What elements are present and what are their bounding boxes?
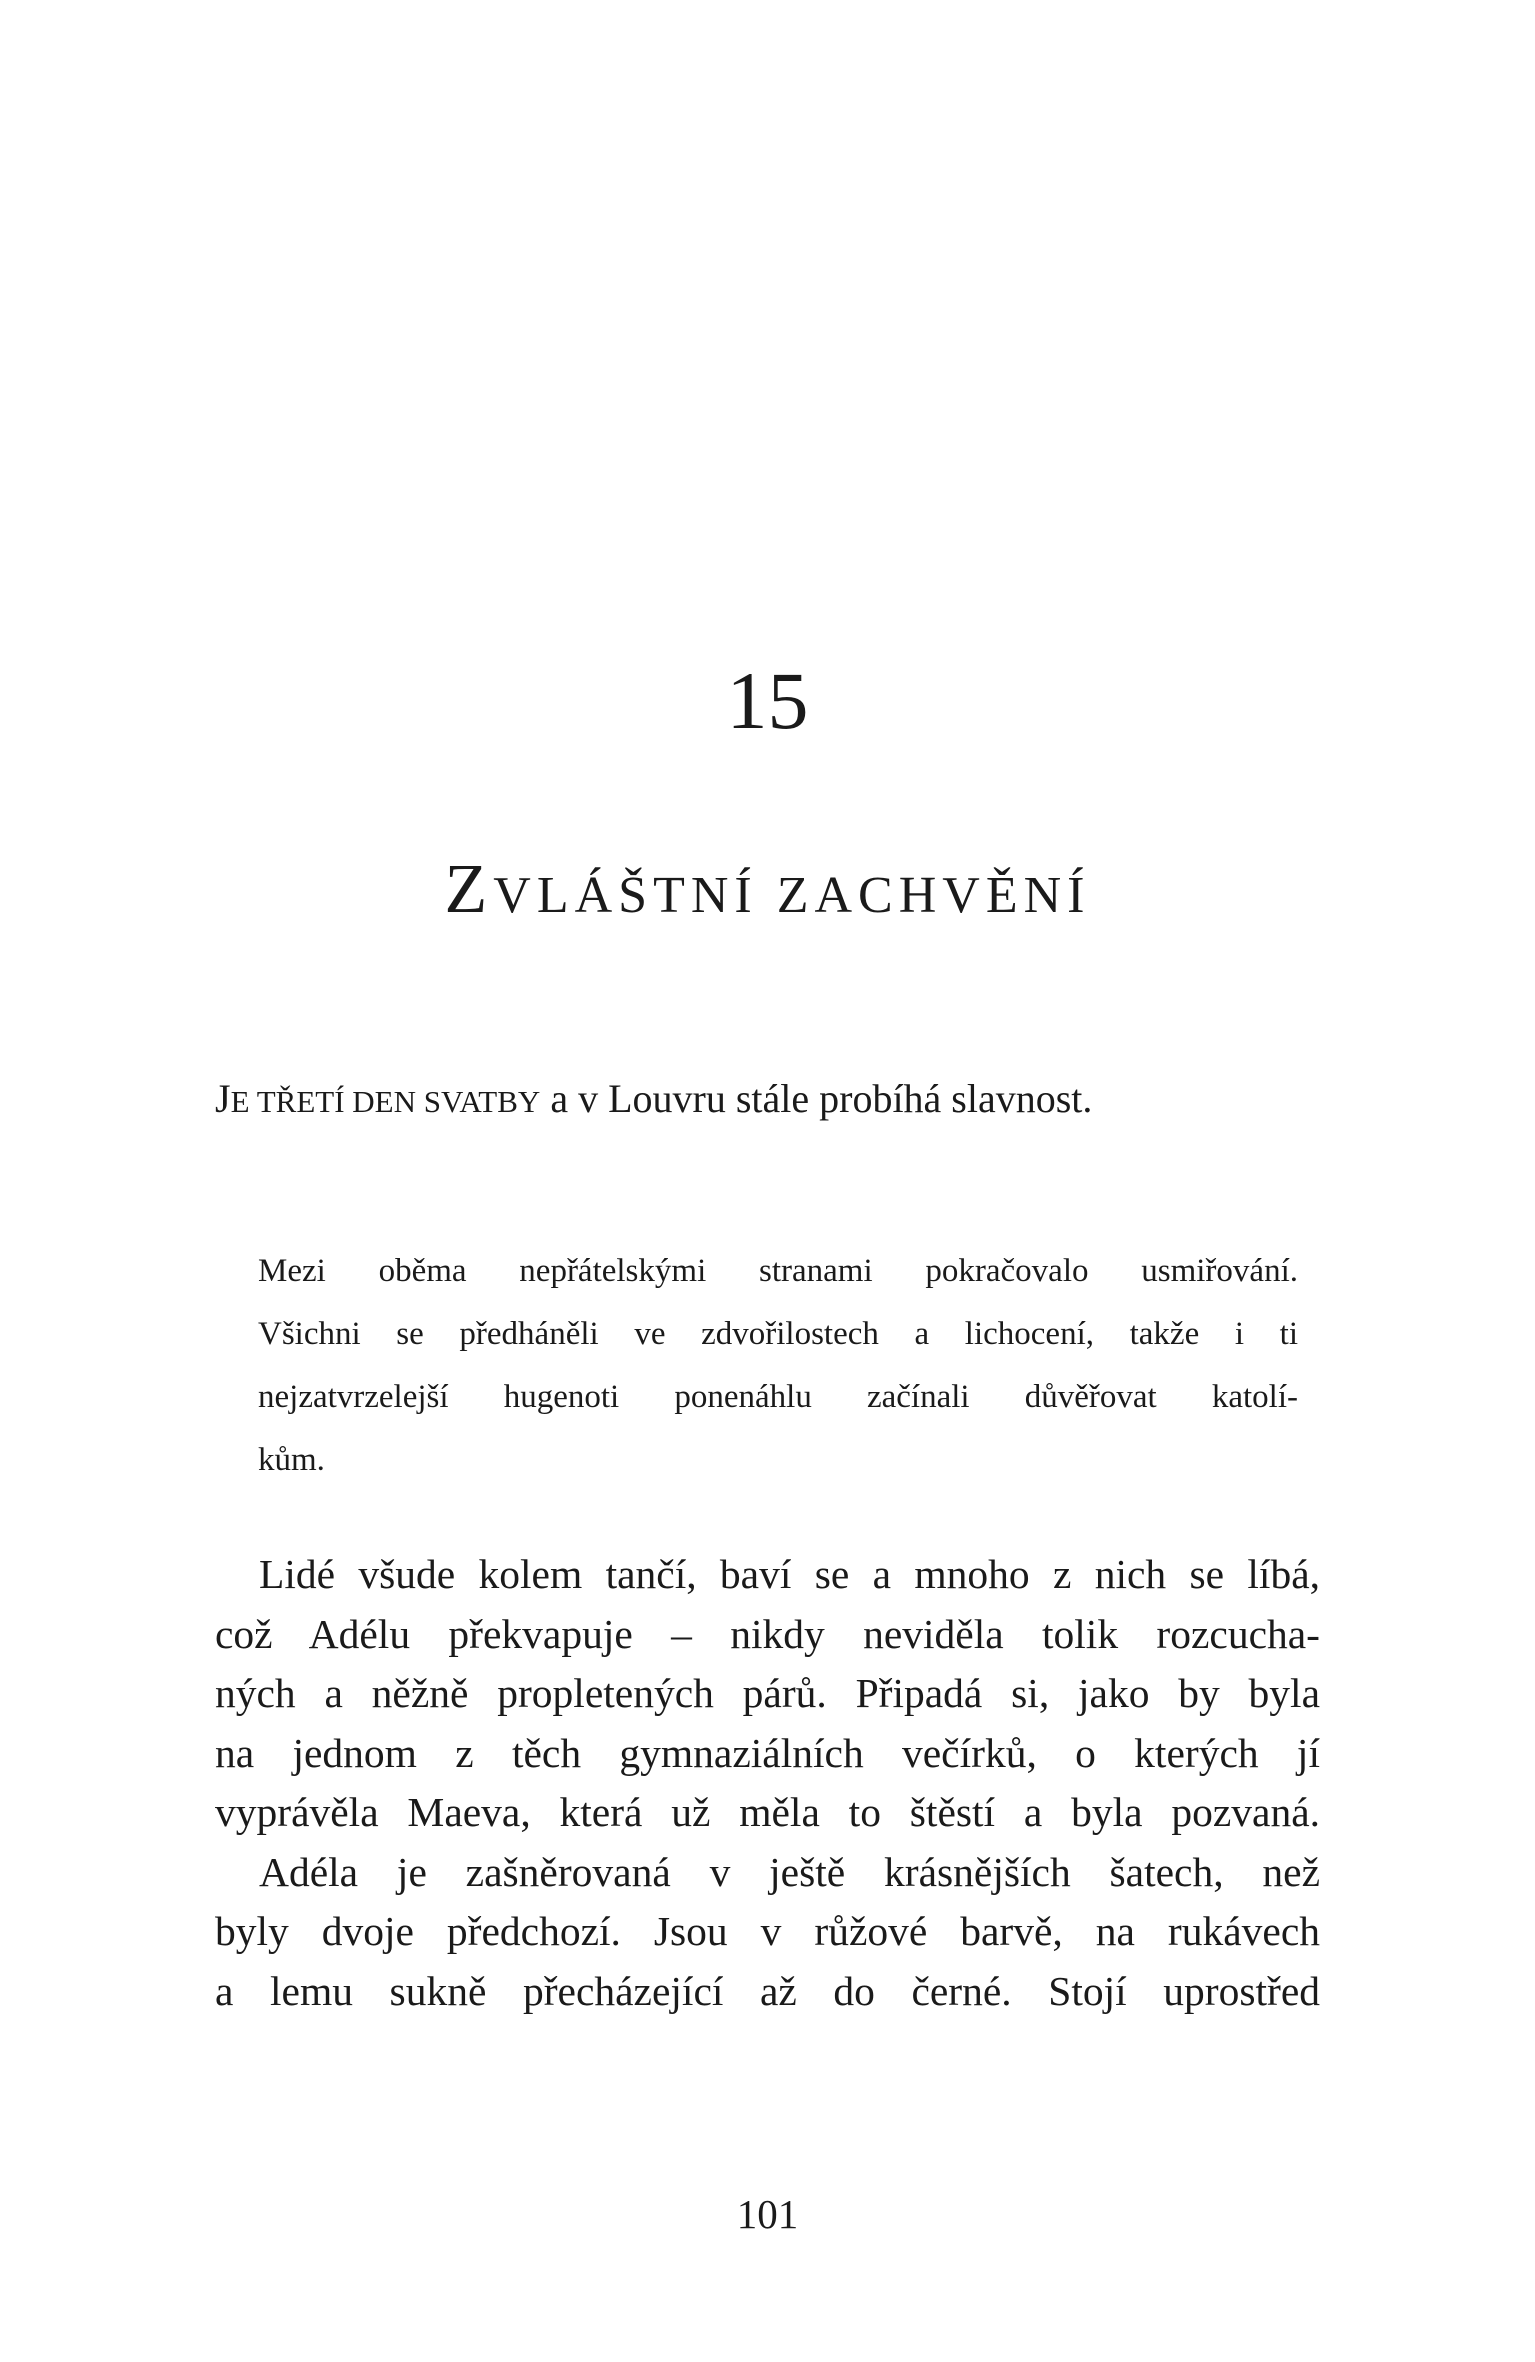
body-line: ných a něžně propletených párů. Připadá si, jako by byla: [215, 1670, 1320, 1716]
quote-line: kům.: [258, 1442, 325, 1478]
opening-smallcaps: E TŘETÍ DEN SVATBY: [230, 1084, 541, 1119]
body-line: vyprávěla Maeva, která už měla to štěstí a byla pozvaná.: [215, 1789, 1320, 1835]
body-line: a lemu sukně přecházející až do černé. Stojí uprostřed: [215, 1967, 1320, 2014]
opening-rest: a v Louvru stále probíhá slavnost.: [540, 1076, 1093, 1121]
body-line: což Adélu překvapuje – nikdy neviděla tolik rozcucha-: [215, 1610, 1320, 1657]
body-line: Lidé všude kolem tančí, baví se a mnoho z nich se líbá,: [259, 1551, 1320, 1597]
chapter-title: [0, 851, 1535, 928]
chapter-title-initial: Z: [444, 851, 494, 928]
body-line: byly dvoje předchozí. Jsou v růžové barvě, na rukávech: [215, 1908, 1320, 1954]
quote-line: Všichni se předháněli ve zdvořilostech a lichocení, takže i ti: [258, 1316, 1298, 1352]
page-number: 101: [736, 2191, 799, 2237]
chapter-title-rest: VLÁŠTNÍ ZACHVĚNÍ: [493, 867, 1091, 924]
quote-line: Mezi oběma nepřátelskými stranami pokračovalo usmiřování.: [258, 1253, 1298, 1289]
opening-initial: J: [215, 1076, 231, 1121]
body-line: na jednom z těch gymnaziálních večírků, o kterých jí: [215, 1729, 1320, 1776]
body-text: [215, 1545, 1320, 2021]
chapter-number: 15: [726, 655, 809, 746]
opening-line: [215, 1075, 1325, 1123]
quote-line: nejzatvrzelejší hugenoti ponenáhlu začínali důvěřovat katolí-: [258, 1379, 1298, 1415]
body-line: Adéla je zašněrovaná v ještě krásnějších šatech, než: [259, 1848, 1320, 1895]
quote-block: [258, 1240, 1298, 1492]
